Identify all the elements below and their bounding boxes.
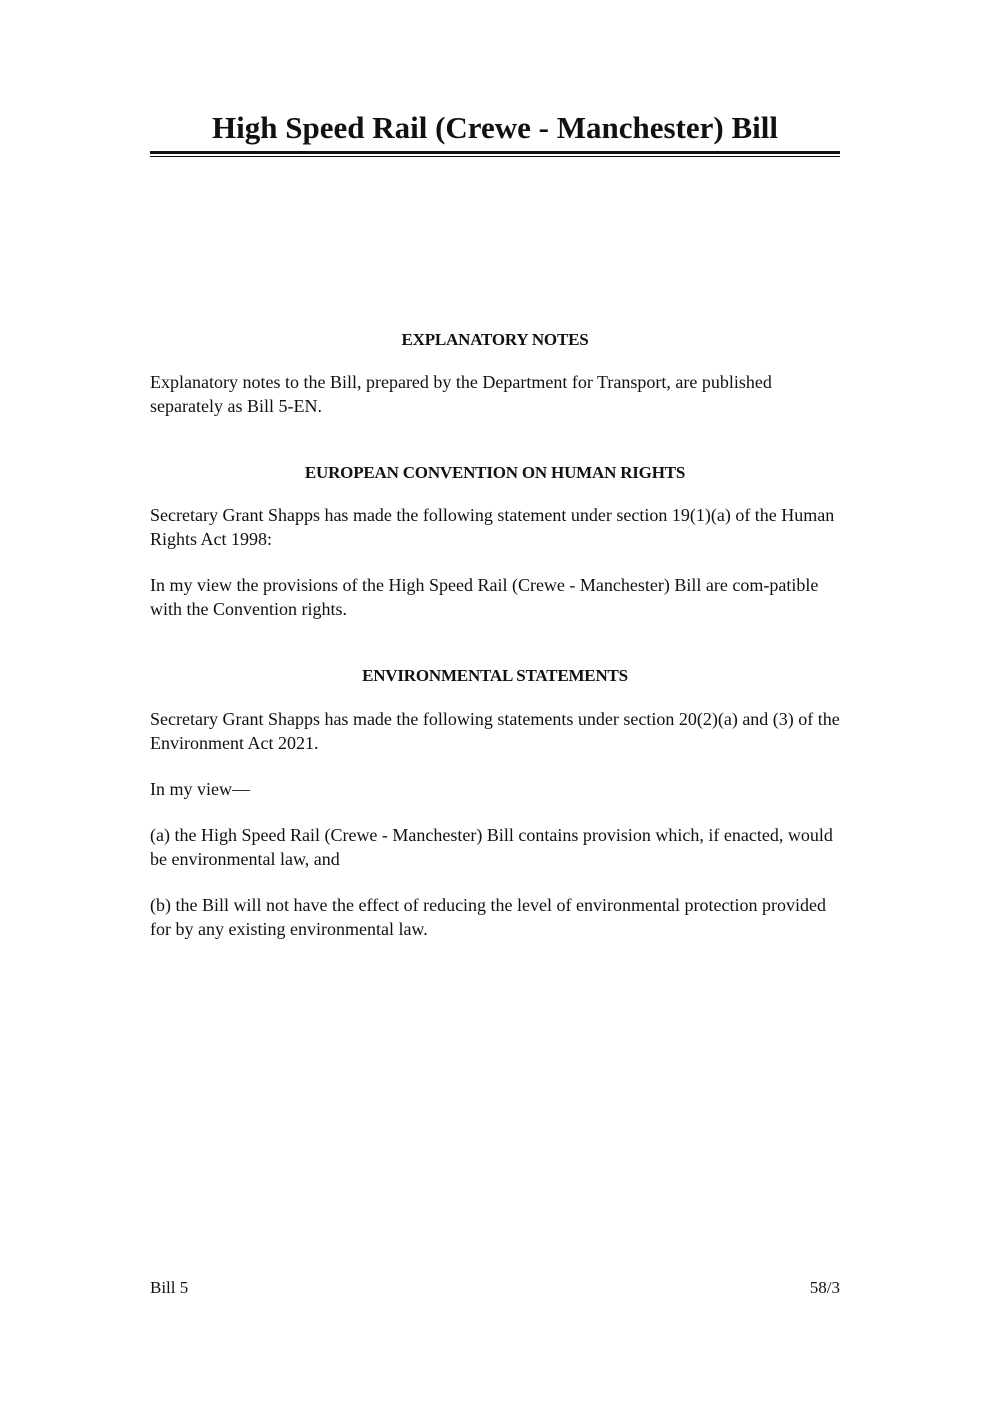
footer-bill-number: Bill 5 — [150, 1278, 189, 1297]
title-rule-thin — [150, 156, 840, 157]
section-heading: EXPLANATORY NOTES — [401, 330, 589, 349]
paragraph: In my view— — [150, 779, 250, 799]
document-title: High Speed Rail (Crewe - Manchester) Bill — [212, 110, 778, 145]
title-rule-thick — [150, 151, 840, 154]
paragraph: Explanatory notes to the Bill, prepared by the Department for Transport, are published separately as Bill 5-EN. — [150, 372, 772, 416]
paragraph: Secretary Grant Shapps has made the following statement under section 19(1)(a) of the Human Rights Act 1998: — [150, 505, 835, 549]
paragraph: (b) the Bill will not have the effect of reducing the level of environmental protection provided for by any existing environmental law. — [150, 895, 826, 939]
paragraph: In my view the provisions of the High Speed Rail (Crewe - Manchester) Bill are com-patible with the Convention rights. — [150, 575, 819, 619]
paragraph: (a) the High Speed Rail (Crewe - Manchester) Bill contains provision which, if enacted, would be environmental law, and — [150, 825, 833, 869]
footer-page-ref: 58/3 — [809, 1278, 840, 1297]
section-heading: EUROPEAN CONVENTION ON HUMAN RIGHTS — [304, 463, 686, 482]
paragraph: Secretary Grant Shapps has made the following statements under section 20(2)(a) and (3) of the Environment Act 2021. — [150, 709, 840, 753]
section-heading: ENVIRONMENTAL STATEMENTS — [362, 666, 628, 685]
